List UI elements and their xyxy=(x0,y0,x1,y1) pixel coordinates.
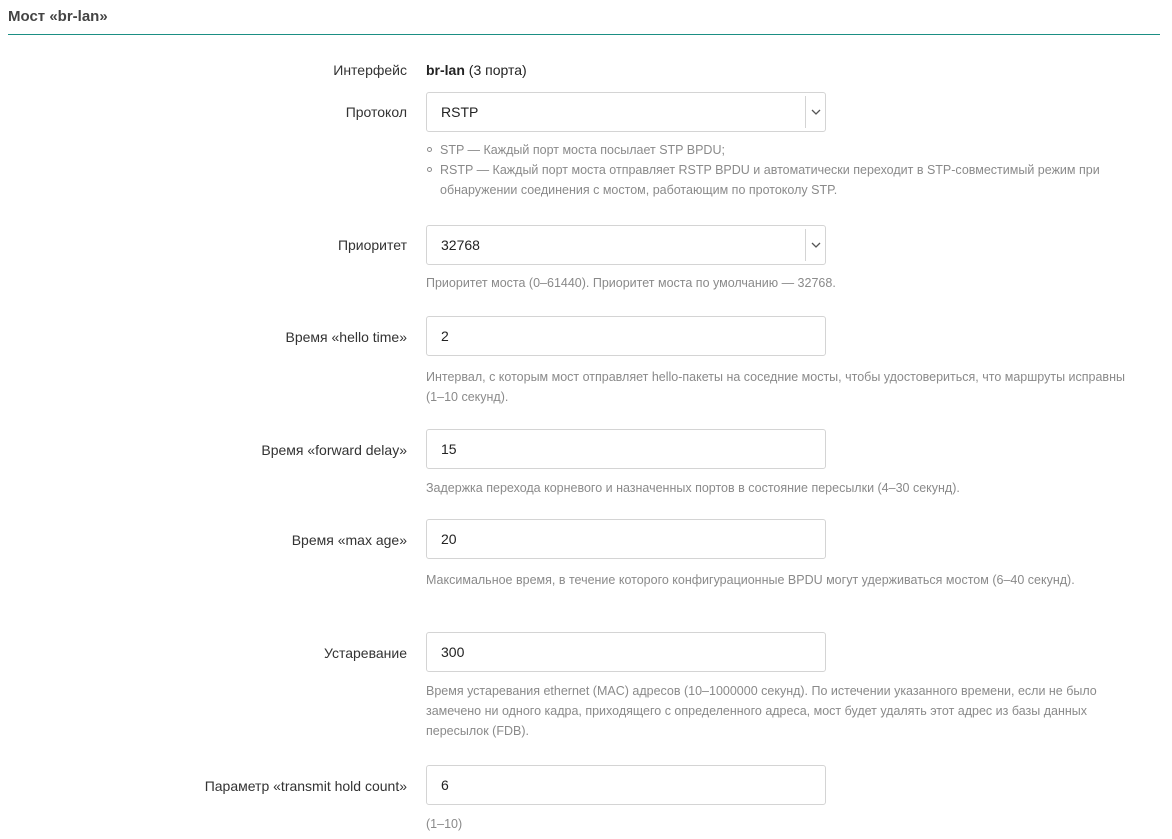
interface-port-count: (3 порта) xyxy=(464,62,527,78)
hello-time-help: Интервал, с которым мост отправляет hello-пакеты на соседние мосты, чтобы удостовериться, что маршруты исправны (1–10 секунд). xyxy=(426,370,1125,404)
forward-delay-value: 15 xyxy=(441,441,457,457)
chevron-down-icon[interactable] xyxy=(805,96,825,128)
hold-count-label: Параметр «transmit hold count» xyxy=(204,778,407,794)
bullet-icon xyxy=(427,167,432,172)
hold-count-input[interactable] xyxy=(426,765,826,805)
protocol-selected-value: RSTP xyxy=(441,104,479,120)
forward-delay-help: Задержка перехода корневого и назначенных портов в состояние пересылки (4–30 секунд). xyxy=(426,481,960,495)
max-age-value: 20 xyxy=(441,531,457,547)
protocol-help-stp: STP — Каждый порт моста посылает STP BPDU; xyxy=(440,143,725,157)
priority-selected-value: 32768 xyxy=(441,237,480,253)
hello-time-value: 2 xyxy=(441,328,449,344)
ageing-value: 300 xyxy=(441,644,465,660)
ageing-label: Устаревание xyxy=(324,645,407,661)
max-age-help: Максимальное время, в течение которого конфигурационные BPDU могут удерживаться мостом (6–40 секунд). xyxy=(426,573,1075,587)
hello-time-input[interactable] xyxy=(426,316,826,356)
hello-time-label: Время «hello time» xyxy=(285,329,407,345)
interface-label: Интерфейс xyxy=(333,62,407,78)
forward-delay-input[interactable] xyxy=(426,429,826,469)
priority-help: Приоритет моста (0–61440). Приоритет моста по умолчанию — 32768. xyxy=(426,276,836,290)
interface-value xyxy=(426,62,527,78)
protocol-label: Протокол xyxy=(345,104,407,120)
protocol-help xyxy=(426,140,1146,200)
hold-count-value: 6 xyxy=(441,777,449,793)
forward-delay-label: Время «forward delay» xyxy=(261,442,407,458)
chevron-down-icon[interactable] xyxy=(805,229,825,261)
protocol-help-item xyxy=(426,140,1146,160)
priority-select[interactable] xyxy=(426,225,826,265)
section-divider xyxy=(8,34,1160,35)
protocol-help-rstp: RSTP — Каждый порт моста отправляет RSTP BPDU и автоматически переходит в STP-совместимый режим при обнаружении соединения с мостом, работающим по протоколу STP. xyxy=(440,163,1100,197)
protocol-help-item xyxy=(426,160,1146,200)
ageing-input[interactable] xyxy=(426,632,826,672)
priority-label: Приоритет xyxy=(337,237,407,253)
max-age-input[interactable] xyxy=(426,519,826,559)
interface-name: br-lan xyxy=(426,62,465,78)
bullet-icon xyxy=(427,147,432,152)
protocol-select[interactable] xyxy=(426,92,826,132)
ageing-help: Время устаревания ethernet (MAC) адресов (10–1000000 секунд). По истечении указанного времени, если не было замечено ни одного кадра, приходящего с определенного адреса, мост будет удалять этот адрес из базы данных пересылок (FDB). xyxy=(426,684,1097,738)
max-age-label: Время «max age» xyxy=(291,532,407,548)
section-title: Мост «br-lan» xyxy=(8,8,108,25)
hold-count-help: (1–10) xyxy=(426,817,463,831)
